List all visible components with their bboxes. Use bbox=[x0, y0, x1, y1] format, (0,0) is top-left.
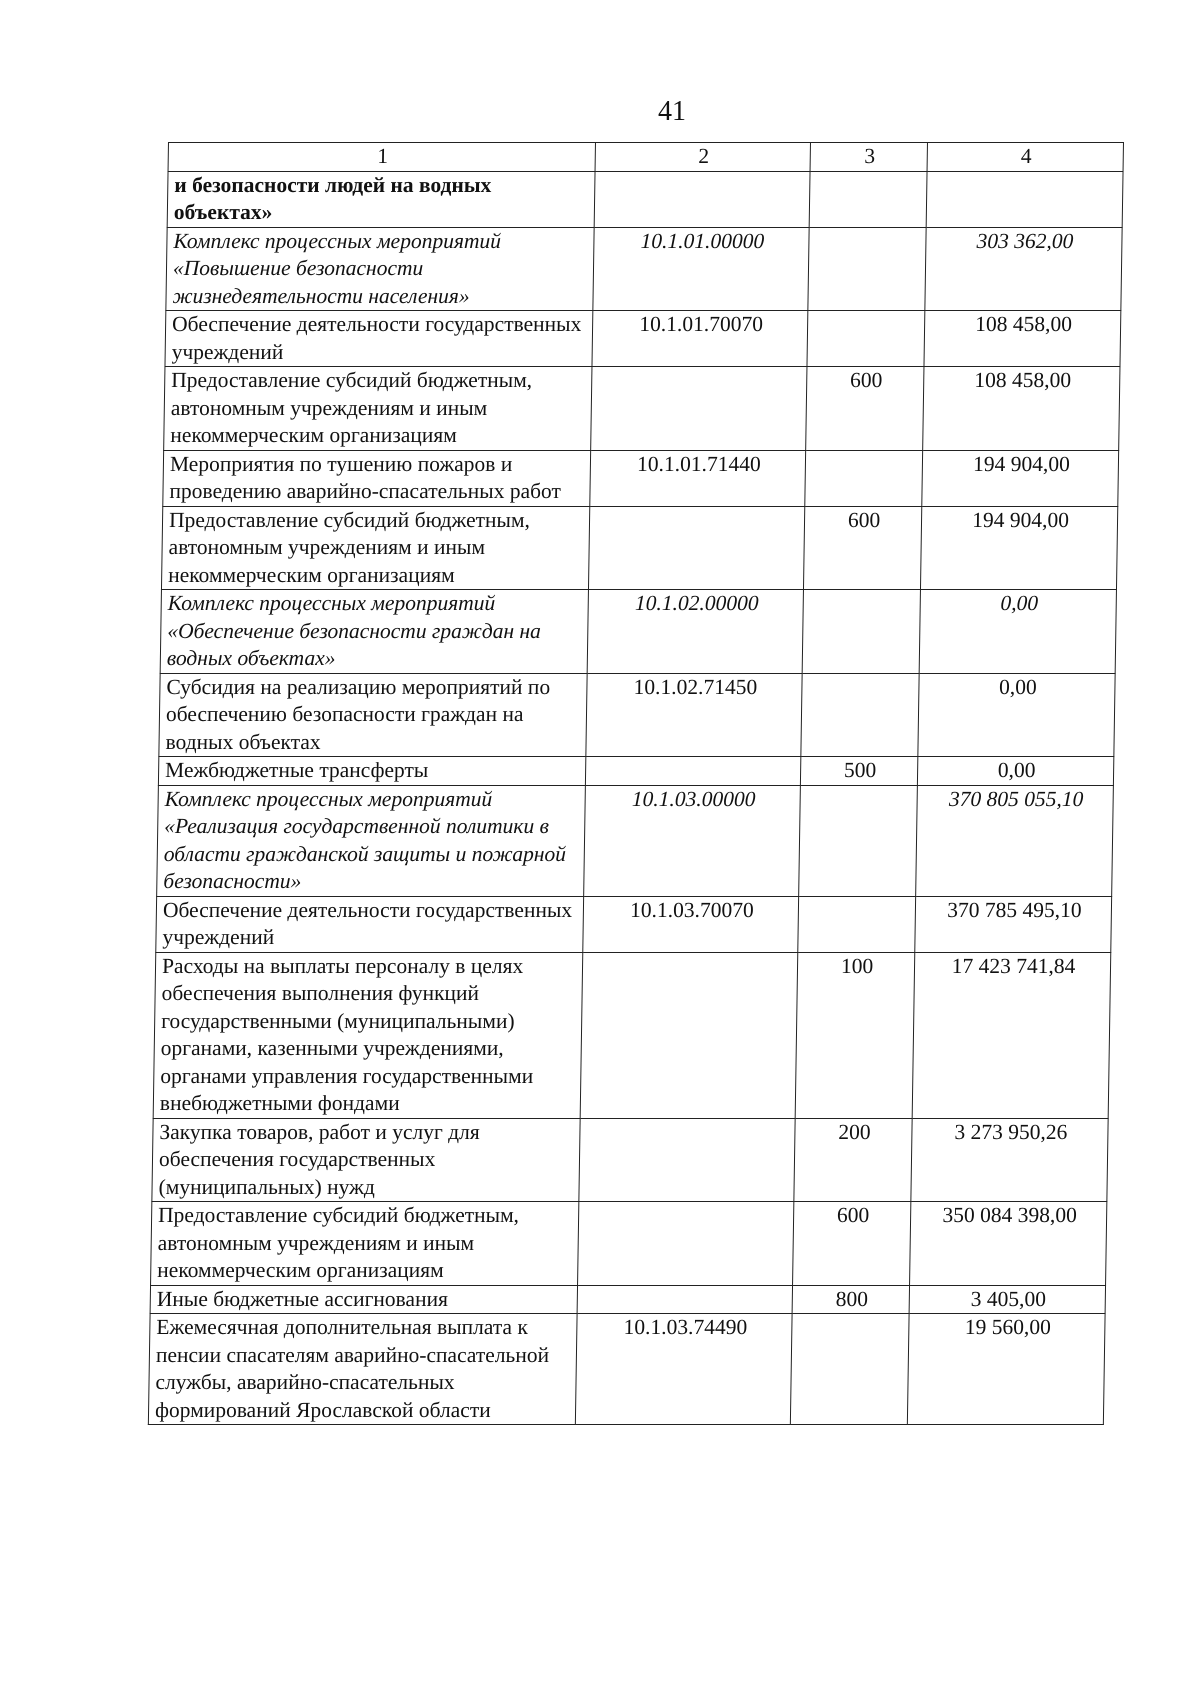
row-code-cell: 10.1.03.74490 bbox=[575, 1314, 792, 1425]
row-name-cell: Иные бюджетные ассигнования bbox=[150, 1285, 577, 1314]
row-code-cell bbox=[588, 506, 804, 590]
table-row bbox=[160, 590, 1116, 674]
row-name-cell: и безопасности людей на водных объектах» bbox=[167, 171, 595, 227]
row-amount-cell: 303 362,00 bbox=[925, 227, 1122, 311]
table-row bbox=[165, 311, 1121, 367]
row-amount-cell: 370 785 495,10 bbox=[915, 896, 1112, 952]
table-row bbox=[151, 1202, 1107, 1286]
table-header-row bbox=[168, 143, 1123, 172]
row-type-cell bbox=[805, 450, 923, 506]
row-code-cell bbox=[578, 1202, 794, 1286]
row-name-cell: Межбюджетные трансферты bbox=[158, 757, 585, 786]
header-col-3: 3 bbox=[810, 143, 927, 172]
row-type-cell bbox=[790, 1314, 909, 1425]
row-type-cell bbox=[798, 896, 916, 952]
row-amount-cell: 0,00 bbox=[919, 590, 1116, 674]
row-amount-cell: 3 273 950,26 bbox=[911, 1118, 1108, 1202]
row-type-cell: 100 bbox=[795, 952, 915, 1118]
row-code-cell bbox=[580, 952, 798, 1118]
table-row bbox=[153, 952, 1111, 1118]
row-name-cell: Обеспечение деятельности государственных учреждений bbox=[165, 311, 593, 367]
row-type-cell: 600 bbox=[803, 506, 921, 590]
table-row bbox=[158, 757, 1113, 786]
row-type-cell bbox=[802, 590, 920, 674]
row-type-cell bbox=[808, 227, 926, 311]
row-amount-cell: 0,00 bbox=[917, 757, 1113, 786]
table-row bbox=[148, 1314, 1105, 1425]
table-row bbox=[150, 1285, 1105, 1314]
table-row bbox=[166, 227, 1122, 311]
row-code-cell bbox=[579, 1118, 795, 1202]
row-amount-cell: 194 904,00 bbox=[920, 506, 1117, 590]
row-name-cell: Предоставление субсидий бюджетным, автономным учреждениям и иным некоммерческим организациям bbox=[161, 506, 589, 590]
row-code-cell: 10.1.01.00000 bbox=[593, 227, 809, 311]
row-code-cell bbox=[591, 367, 807, 451]
row-amount-cell: 3 405,00 bbox=[909, 1285, 1105, 1314]
row-name-cell: Закупка товаров, работ и услуг для обеспечения государственных (муниципальных) нужд bbox=[152, 1118, 580, 1202]
page-number: 41 bbox=[658, 96, 686, 127]
table-row bbox=[152, 1118, 1108, 1202]
row-code-cell: 10.1.02.71450 bbox=[586, 673, 802, 757]
row-code-cell: 10.1.01.70070 bbox=[592, 311, 808, 367]
row-name-cell: Субсидия на реализацию мероприятий по обеспечению безопасности граждан на водных объектах bbox=[159, 673, 587, 757]
row-code-cell bbox=[594, 171, 810, 227]
row-code-cell: 10.1.01.71440 bbox=[590, 450, 806, 506]
row-name-cell: Мероприятия по тушению пожаров и проведению аварийно-спасательных работ bbox=[163, 450, 591, 506]
row-type-cell: 800 bbox=[792, 1285, 909, 1314]
row-code-cell: 10.1.03.70070 bbox=[583, 896, 799, 952]
row-name-cell: Предоставление субсидий бюджетным, автономным учреждениям и иным некоммерческим организациям bbox=[151, 1202, 579, 1286]
table-row bbox=[164, 367, 1120, 451]
header-col-2: 2 bbox=[595, 143, 810, 172]
row-type-cell bbox=[807, 311, 925, 367]
row-name-cell: Расходы на выплаты персоналу в целях обеспечения выполнения функций государственными (муниципальными) органами, казенными учреждениями, органами управления государственными внебюджетными фондами bbox=[153, 952, 583, 1118]
row-type-cell bbox=[801, 673, 919, 757]
budget-table bbox=[148, 142, 1124, 1425]
header-col-4: 4 bbox=[927, 143, 1123, 172]
row-name-cell: Комплекс процессных мероприятий «Повышение безопасности жизнедеятельности населения» bbox=[166, 227, 594, 311]
table-row bbox=[157, 785, 1114, 896]
row-amount-cell: 19 560,00 bbox=[907, 1314, 1105, 1425]
row-amount-cell bbox=[926, 171, 1123, 227]
row-type-cell: 200 bbox=[794, 1118, 912, 1202]
table-row bbox=[161, 506, 1117, 590]
row-code-cell bbox=[577, 1285, 792, 1314]
row-amount-cell: 370 805 055,10 bbox=[916, 785, 1114, 896]
header-col-1: 1 bbox=[168, 143, 595, 172]
row-code-cell: 10.1.02.00000 bbox=[587, 590, 803, 674]
row-type-cell: 600 bbox=[793, 1202, 911, 1286]
row-code-cell bbox=[585, 757, 800, 786]
row-name-cell: Предоставление субсидий бюджетным, автономным учреждениям и иным некоммерческим организациям bbox=[164, 367, 592, 451]
row-code-cell: 10.1.03.00000 bbox=[584, 785, 801, 896]
row-name-cell: Ежемесячная дополнительная выплата к пенсии спасателям аварийно-спасательной службы, аварийно-спасательных формирований Ярославской области bbox=[148, 1314, 577, 1425]
row-amount-cell: 194 904,00 bbox=[922, 450, 1119, 506]
row-amount-cell: 108 458,00 bbox=[923, 367, 1120, 451]
row-name-cell: Комплекс процессных мероприятий «Обеспечение безопасности граждан на водных объектах» bbox=[160, 590, 588, 674]
row-type-cell: 600 bbox=[806, 367, 924, 451]
row-amount-cell: 108 458,00 bbox=[924, 311, 1121, 367]
row-name-cell: Обеспечение деятельности государственных учреждений bbox=[156, 896, 584, 952]
table-row bbox=[167, 171, 1123, 227]
row-amount-cell: 350 084 398,00 bbox=[910, 1202, 1107, 1286]
row-type-cell bbox=[799, 785, 918, 896]
row-type-cell: 500 bbox=[800, 757, 917, 786]
row-amount-cell: 0,00 bbox=[918, 673, 1115, 757]
table-row bbox=[163, 450, 1119, 506]
row-amount-cell: 17 423 741,84 bbox=[912, 952, 1111, 1118]
row-type-cell bbox=[809, 171, 927, 227]
table-row bbox=[156, 896, 1112, 952]
row-name-cell: Комплекс процессных мероприятий «Реализация государственной политики в области гражданской защиты и пожарной безопасности» bbox=[157, 785, 586, 896]
table-row bbox=[159, 673, 1115, 757]
